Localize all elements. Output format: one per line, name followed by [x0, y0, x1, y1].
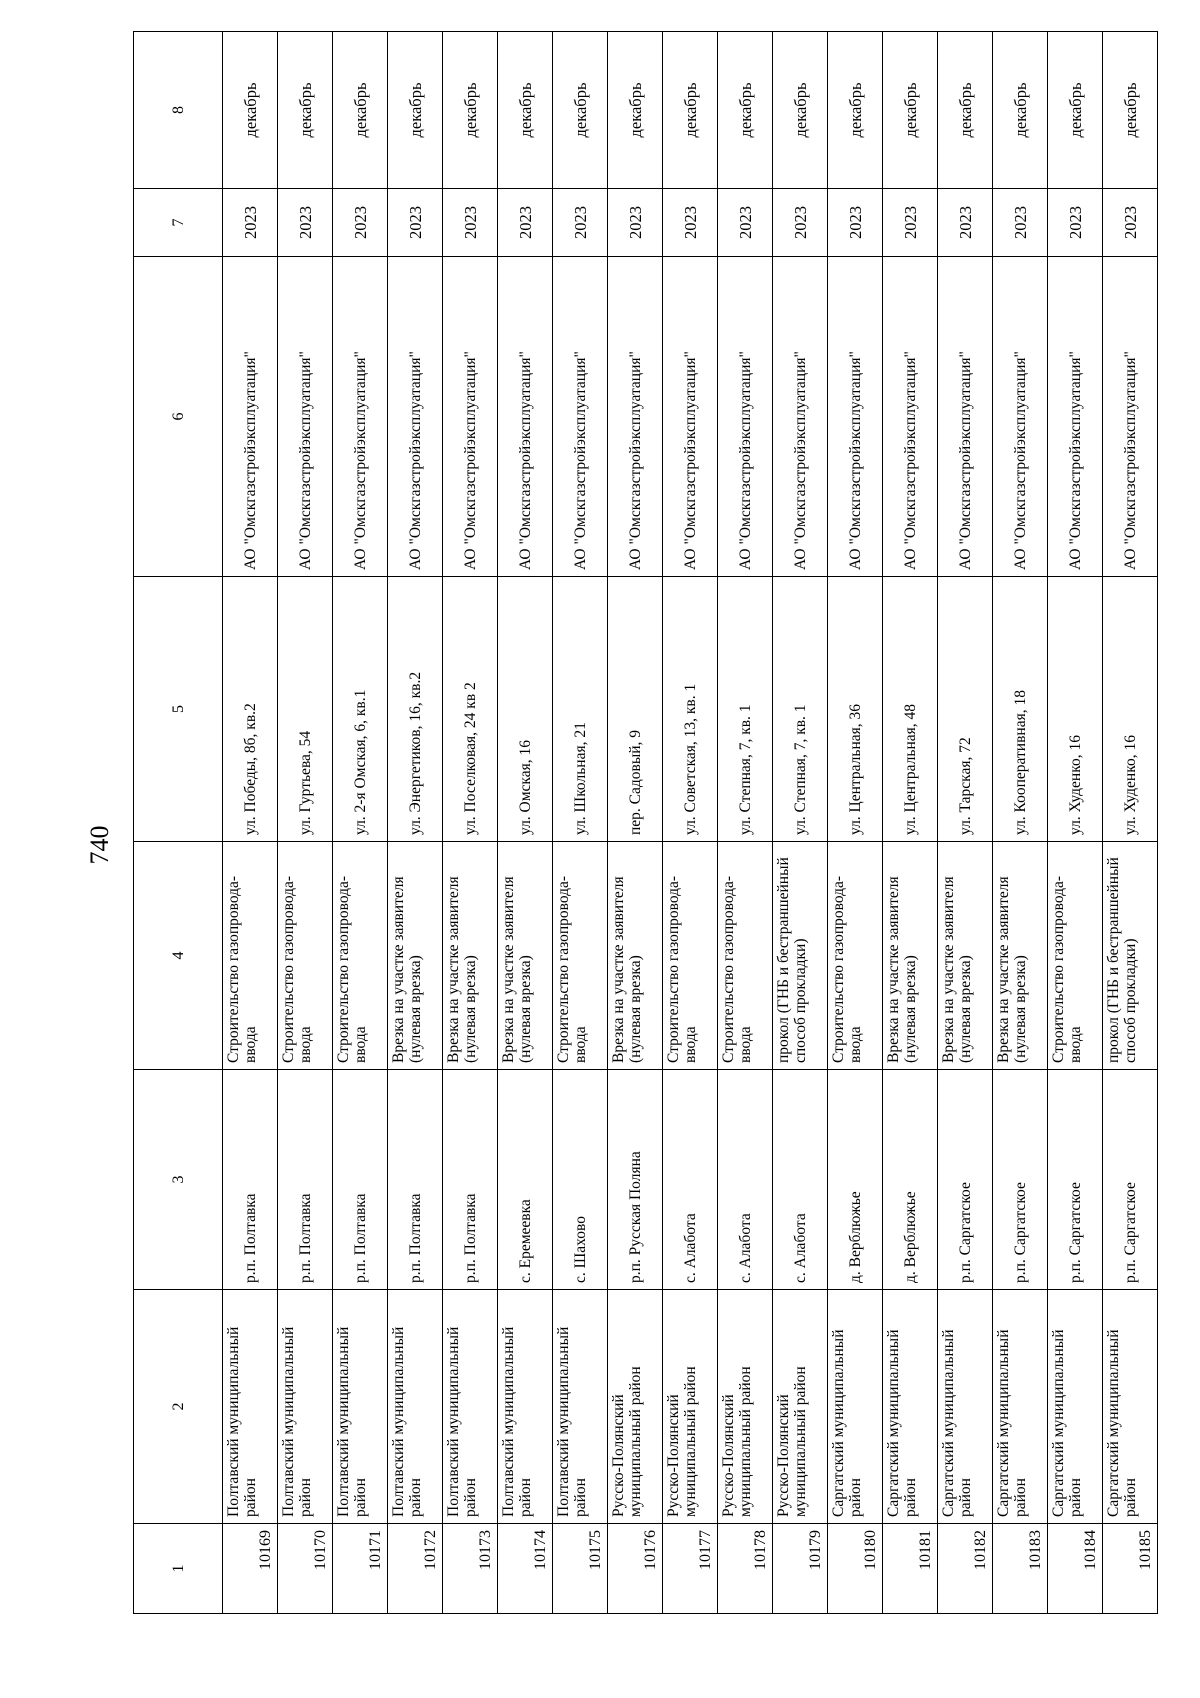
row-number-cell: 10180	[828, 1524, 883, 1614]
month-cell: декабрь	[553, 32, 608, 189]
month-cell: декабрь	[663, 32, 718, 189]
row-number-cell: 10181	[883, 1524, 938, 1614]
district-cell: Русско-Полянский муниципальный район	[663, 1290, 718, 1524]
table-row	[993, 32, 1048, 1614]
row-number-cell: 10173	[443, 1524, 498, 1614]
district-cell: Саргатский муниципальный район	[883, 1290, 938, 1524]
contractor-cell: АО "Омскгазстройэксплуатация"	[553, 257, 608, 577]
year-cell: 2023	[278, 189, 333, 257]
month-cell: декабрь	[1048, 32, 1103, 189]
locality-cell: р.п. Полтавка	[333, 1070, 388, 1290]
table-row	[883, 32, 938, 1614]
work-type-cell: Строительство газопровода-ввода	[828, 842, 883, 1070]
table-row	[553, 32, 608, 1614]
locality-cell: р.п. Полтавка	[278, 1070, 333, 1290]
header-cell: 7	[134, 189, 223, 257]
address-cell: ул. Худенко, 16	[1048, 577, 1103, 842]
contractor-cell: АО "Омскгазстройэксплуатация"	[223, 257, 278, 577]
row-number-cell: 10182	[938, 1524, 993, 1614]
contractor-cell: АО "Омскгазстройэксплуатация"	[333, 257, 388, 577]
district-cell: Русско-Полянский муниципальный район	[608, 1290, 663, 1524]
table-row	[498, 32, 553, 1614]
year-cell: 2023	[938, 189, 993, 257]
contractor-cell: АО "Омскгазстройэксплуатация"	[828, 257, 883, 577]
month-cell: декабрь	[443, 32, 498, 189]
table-row	[388, 32, 443, 1614]
year-cell: 2023	[553, 189, 608, 257]
locality-cell: д. Верблюжье	[828, 1070, 883, 1290]
year-cell: 2023	[663, 189, 718, 257]
table-row	[278, 32, 333, 1614]
contractor-cell: АО "Омскгазстройэксплуатация"	[1048, 257, 1103, 577]
district-cell: Полтавский муниципальный район	[443, 1290, 498, 1524]
work-type-cell: Строительство газопровода-ввода	[718, 842, 773, 1070]
row-number-cell: 10176	[608, 1524, 663, 1614]
contractor-cell: АО "Омскгазстройэксплуатация"	[718, 257, 773, 577]
work-type-cell: Строительство газопровода-ввода	[333, 842, 388, 1070]
row-number-cell: 10183	[993, 1524, 1048, 1614]
work-type-cell: Строительство газопровода-ввода	[223, 842, 278, 1070]
locality-cell: с. Алабота	[663, 1070, 718, 1290]
address-cell: ул. 2-я Омская, 6, кв.1	[333, 577, 388, 842]
contractor-cell: АО "Омскгазстройэксплуатация"	[663, 257, 718, 577]
district-cell: Русско-Полянский муниципальный район	[718, 1290, 773, 1524]
header-row	[134, 32, 223, 1614]
work-type-cell: Врезка на участке заявителя (нулевая врезка)	[498, 842, 553, 1070]
row-number-cell: 10172	[388, 1524, 443, 1614]
contractor-cell: АО "Омскгазстройэксплуатация"	[388, 257, 443, 577]
month-cell: декабрь	[938, 32, 993, 189]
table-row	[223, 32, 278, 1614]
month-cell: декабрь	[223, 32, 278, 189]
table-row	[663, 32, 718, 1614]
district-cell: Полтавский муниципальный район	[278, 1290, 333, 1524]
address-cell: ул. Школьная, 21	[553, 577, 608, 842]
year-cell: 2023	[718, 189, 773, 257]
month-cell: декабрь	[718, 32, 773, 189]
work-type-cell: Врезка на участке заявителя (нулевая врезка)	[443, 842, 498, 1070]
locality-cell: р.п. Полтавка	[443, 1070, 498, 1290]
address-cell: пер. Садовый, 9	[608, 577, 663, 842]
address-cell: ул. Победы, 8б, кв.2	[223, 577, 278, 842]
address-cell: ул. Кооперативная, 18	[993, 577, 1048, 842]
table-row	[443, 32, 498, 1614]
header-cell: 5	[134, 577, 223, 842]
table-row	[773, 32, 828, 1614]
year-cell: 2023	[993, 189, 1048, 257]
locality-cell: с. Еремеевка	[498, 1070, 553, 1290]
table-row	[938, 32, 993, 1614]
district-cell: Русско-Полянский муниципальный район	[773, 1290, 828, 1524]
work-type-cell: прокол (ГНБ и бестраншейный способ прокладки)	[773, 842, 828, 1070]
header-cell: 2	[134, 1290, 223, 1524]
district-cell: Полтавский муниципальный район	[333, 1290, 388, 1524]
address-cell: ул. Советская, 13, кв. 1	[663, 577, 718, 842]
address-cell: ул. Центральная, 36	[828, 577, 883, 842]
contractor-cell: АО "Омскгазстройэксплуатация"	[1103, 257, 1158, 577]
locality-cell: р.п. Саргатское	[938, 1070, 993, 1290]
district-cell: Полтавский муниципальный район	[388, 1290, 443, 1524]
row-number-cell: 10179	[773, 1524, 828, 1614]
locality-cell: с. Алабота	[718, 1070, 773, 1290]
month-cell: декабрь	[883, 32, 938, 189]
address-cell: ул. Омская, 16	[498, 577, 553, 842]
locality-cell: с. Шахово	[553, 1070, 608, 1290]
address-cell: ул. Худенко, 16	[1103, 577, 1158, 842]
year-cell: 2023	[608, 189, 663, 257]
year-cell: 2023	[1048, 189, 1103, 257]
contractor-cell: АО "Омскгазстройэксплуатация"	[498, 257, 553, 577]
district-cell: Саргатский муниципальный район	[993, 1290, 1048, 1524]
district-cell: Саргатский муниципальный район	[828, 1290, 883, 1524]
address-cell: ул. Центральная, 48	[883, 577, 938, 842]
table-row	[1103, 32, 1158, 1614]
table-row	[718, 32, 773, 1614]
contractor-cell: АО "Омскгазстройэксплуатация"	[608, 257, 663, 577]
locality-cell: р.п. Саргатское	[1048, 1070, 1103, 1290]
header-cell: 4	[134, 842, 223, 1070]
work-type-cell: Врезка на участке заявителя (нулевая врезка)	[883, 842, 938, 1070]
address-cell: ул. Степная, 7, кв. 1	[718, 577, 773, 842]
district-cell: Полтавский муниципальный район	[498, 1290, 553, 1524]
contractor-cell: АО "Омскгазстройэксплуатация"	[993, 257, 1048, 577]
locality-cell: р.п. Саргатское	[993, 1070, 1048, 1290]
year-cell: 2023	[333, 189, 388, 257]
row-number-cell: 10185	[1103, 1524, 1158, 1614]
locality-cell: р.п. Полтавка	[223, 1070, 278, 1290]
district-cell: Саргатский муниципальный район	[1048, 1290, 1103, 1524]
work-type-cell: Врезка на участке заявителя (нулевая врезка)	[993, 842, 1048, 1070]
row-number-cell: 10174	[498, 1524, 553, 1614]
header-cell: 1	[134, 1524, 223, 1614]
year-cell: 2023	[828, 189, 883, 257]
row-number-cell: 10175	[553, 1524, 608, 1614]
year-cell: 2023	[1103, 189, 1158, 257]
work-type-cell: Врезка на участке заявителя (нулевая врезка)	[388, 842, 443, 1070]
month-cell: декабрь	[333, 32, 388, 189]
work-type-cell: Строительство газопровода-ввода	[1048, 842, 1103, 1070]
address-cell: ул. Поселковая, 24 кв 2	[443, 577, 498, 842]
data-table	[133, 31, 1158, 1614]
table-row	[828, 32, 883, 1614]
locality-cell: с. Алабота	[773, 1070, 828, 1290]
month-cell: декабрь	[1103, 32, 1158, 189]
header-cell: 3	[134, 1070, 223, 1290]
work-type-cell: Строительство газопровода-ввода	[553, 842, 608, 1070]
row-number-cell: 10170	[278, 1524, 333, 1614]
district-cell: Саргатский муниципальный район	[938, 1290, 993, 1524]
contractor-cell: АО "Омскгазстройэксплуатация"	[278, 257, 333, 577]
year-cell: 2023	[223, 189, 278, 257]
work-type-cell: Строительство газопровода-ввода	[278, 842, 333, 1070]
row-number-cell: 10177	[663, 1524, 718, 1614]
contractor-cell: АО "Омскгазстройэксплуатация"	[883, 257, 938, 577]
district-cell: Полтавский муниципальный район	[553, 1290, 608, 1524]
year-cell: 2023	[443, 189, 498, 257]
district-cell: Полтавский муниципальный район	[223, 1290, 278, 1524]
contractor-cell: АО "Омскгазстройэксплуатация"	[443, 257, 498, 577]
table-row	[1048, 32, 1103, 1614]
rotated-table-wrapper	[133, 32, 1154, 1614]
page-number: 740	[85, 825, 114, 865]
month-cell: декабрь	[828, 32, 883, 189]
address-cell: ул. Степная, 7, кв. 1	[773, 577, 828, 842]
table-row	[333, 32, 388, 1614]
work-type-cell: Врезка на участке заявителя (нулевая врезка)	[608, 842, 663, 1070]
locality-cell: р.п. Саргатское	[1103, 1070, 1158, 1290]
header-cell: 8	[134, 32, 223, 189]
month-cell: декабрь	[278, 32, 333, 189]
district-cell: Саргатский муниципальный район	[1103, 1290, 1158, 1524]
year-cell: 2023	[773, 189, 828, 257]
work-type-cell: Врезка на участке заявителя (нулевая врезка)	[938, 842, 993, 1070]
month-cell: декабрь	[388, 32, 443, 189]
address-cell: ул. Гуртьева, 54	[278, 577, 333, 842]
contractor-cell: АО "Омскгазстройэксплуатация"	[938, 257, 993, 577]
row-number-cell: 10184	[1048, 1524, 1103, 1614]
month-cell: декабрь	[608, 32, 663, 189]
contractor-cell: АО "Омскгазстройэксплуатация"	[773, 257, 828, 577]
work-type-cell: Строительство газопровода-ввода	[663, 842, 718, 1070]
year-cell: 2023	[498, 189, 553, 257]
locality-cell: р.п. Полтавка	[388, 1070, 443, 1290]
work-type-cell: прокол (ГНБ и бестраншейный способ прокладки)	[1103, 842, 1158, 1070]
header-cell: 6	[134, 257, 223, 577]
month-cell: декабрь	[773, 32, 828, 189]
row-number-cell: 10171	[333, 1524, 388, 1614]
month-cell: декабрь	[993, 32, 1048, 189]
address-cell: ул. Тарская, 72	[938, 577, 993, 842]
year-cell: 2023	[388, 189, 443, 257]
row-number-cell: 10178	[718, 1524, 773, 1614]
address-cell: ул. Энергетиков, 16, кв.2	[388, 577, 443, 842]
locality-cell: р.п. Русская Поляна	[608, 1070, 663, 1290]
table-row	[608, 32, 663, 1614]
row-number-cell: 10169	[223, 1524, 278, 1614]
locality-cell: д. Верблюжье	[883, 1070, 938, 1290]
table-body	[134, 32, 1158, 1614]
year-cell: 2023	[883, 189, 938, 257]
month-cell: декабрь	[498, 32, 553, 189]
